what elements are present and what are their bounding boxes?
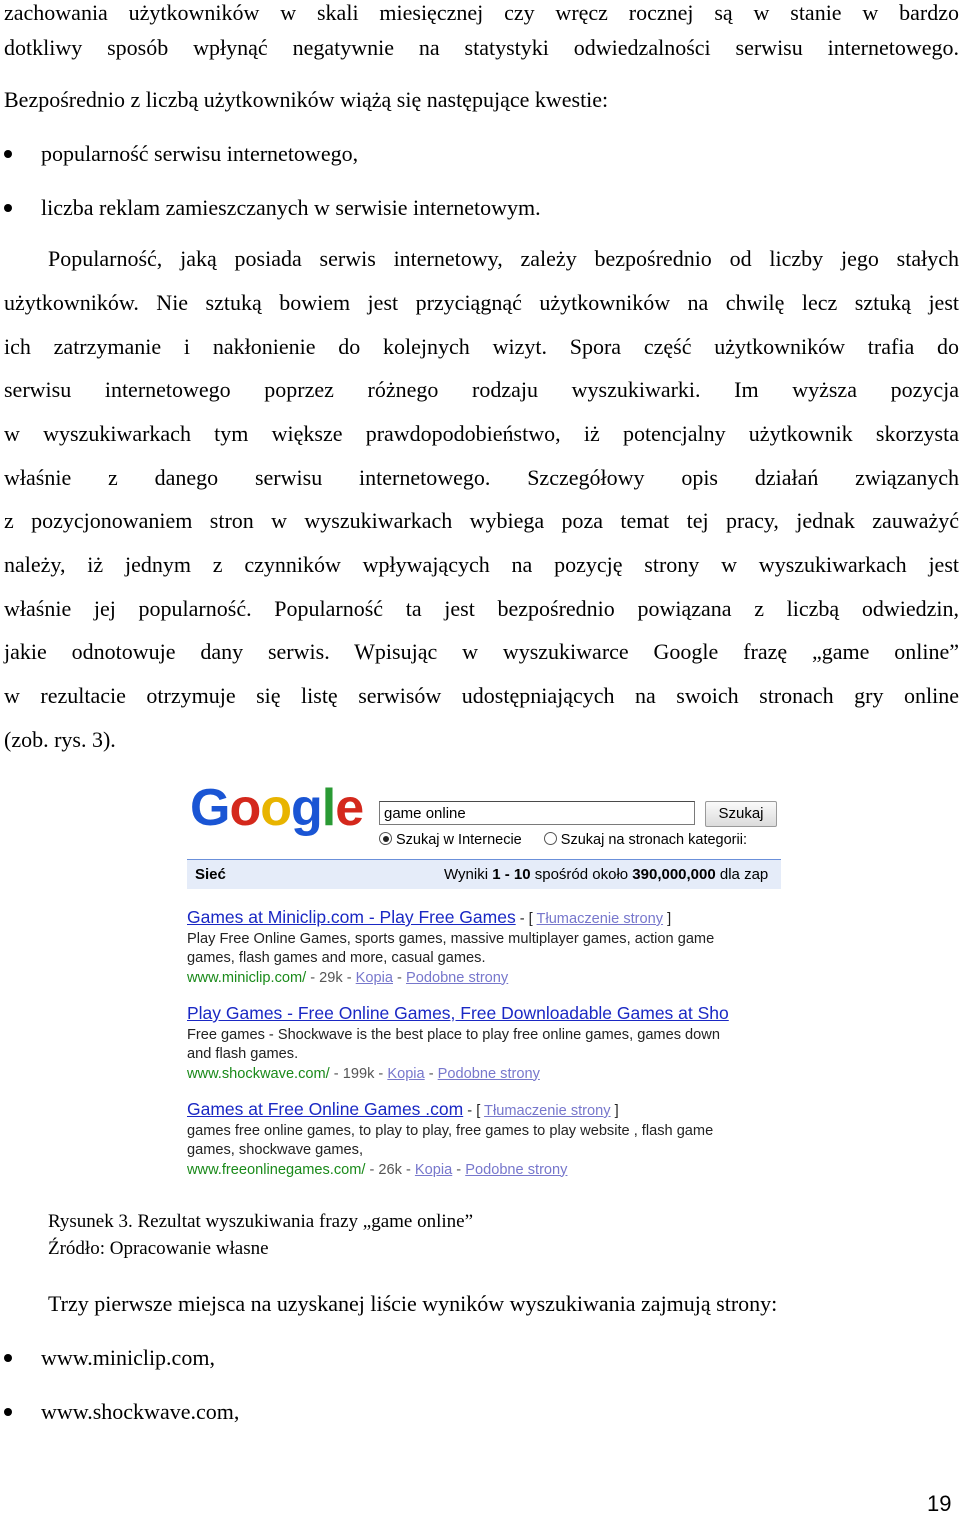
bullet-icon	[4, 1354, 12, 1362]
bullet-icon	[4, 204, 12, 212]
radio-category-label[interactable]: Szukaj na stronach kategorii:	[560, 832, 747, 848]
page-number: 19	[927, 1491, 952, 1516]
google-results-figure	[187, 776, 781, 1186]
bullet-text: www.miniclip.com,	[41, 1345, 215, 1370]
paragraph-line: właśnie z danego serwisu internetowego. Szczegółowy opis działań związanych	[4, 465, 959, 490]
result-size: - 26k -	[365, 1161, 415, 1178]
bullet-text: popularność serwisu internetowego,	[41, 141, 359, 166]
results-bar	[187, 859, 781, 889]
similar-link[interactable]: Podobne strony	[405, 969, 509, 986]
result-snippet: games, shockwave games,	[187, 1142, 364, 1158]
radio-web-label[interactable]: Szukaj w Internecie	[396, 832, 522, 848]
paragraph-line: dotkliwy sposób wpłynąć negatywnie na statystyki odwiedzalności serwisu internetowego.	[4, 35, 959, 60]
results-total: 390,000,000	[632, 866, 716, 883]
bullet-icon	[4, 1408, 12, 1416]
translate-link[interactable]: Tłumaczenie strony	[484, 1103, 611, 1119]
logo-letter: o	[260, 779, 291, 837]
logo-letter: o	[229, 779, 261, 837]
radio-category-icon[interactable]	[544, 832, 557, 845]
tab-web[interactable]: Sieć	[195, 866, 226, 883]
search-input[interactable]: game online	[379, 801, 695, 825]
paragraph-line: należy, iż jednym z czynników wpływających na pozycję strony w wyszukiwarkach jest	[4, 552, 959, 577]
cache-link[interactable]: Kopia	[414, 1161, 453, 1178]
translate-link[interactable]: Tłumaczenie strony	[536, 911, 664, 927]
search-button[interactable]: Szukaj	[705, 801, 777, 827]
result-size: - 29k -	[306, 969, 356, 986]
results-count	[444, 860, 768, 890]
paragraph-line: Trzy pierwsze miejsca na uzyskanej liście wyników wyszukiwania zajmują strony:	[48, 1291, 778, 1316]
result-size: - 199k -	[329, 1065, 388, 1082]
paragraph-line: z pozycjonowaniem stron w wyszukiwarkach wybiega poza temat tej pracy, jednak zauważyć	[4, 508, 959, 533]
paragraph-line: w wyszukiwarkach tym większe prawdopodobieństwo, iż potencjalny użytkownik skorzysta	[4, 421, 959, 446]
result-title-link[interactable]: Play Games - Free Online Games, Free Downloadable Games at Sho	[187, 1003, 729, 1023]
result-url: www.shockwave.com/	[187, 1065, 330, 1082]
results-prefix: Wyniki	[444, 866, 493, 883]
similar-link[interactable]: Podobne strony	[437, 1065, 540, 1082]
result-title-link[interactable]: Games at Free Online Games .com	[187, 1099, 464, 1119]
bullet-icon	[4, 150, 12, 158]
results-mid: spośród około	[530, 866, 633, 883]
result-url: www.freeonlinegames.com/	[187, 1161, 366, 1178]
figure-source: Źródło: Opracowanie własne	[48, 1238, 269, 1259]
paragraph-line: zachowania użytkowników w skali miesięcznej czy wręcz rocznej są w stanie w bardzo	[4, 0, 959, 25]
result-snippet: games free online games, to play to play, free games to play website , flash game	[187, 1122, 714, 1139]
result-snippet: and flash games.	[187, 1046, 299, 1062]
results-suffix: dla zap	[715, 866, 769, 883]
logo-letter: g	[290, 779, 322, 837]
paragraph-line: jakie odnotowuje dany serwis. Wpisując w wyszukiwarce Google frazę „game online”	[4, 639, 959, 664]
similar-link[interactable]: Podobne strony	[465, 1161, 568, 1178]
paragraph-line: Bezpośrednio z liczbą użytkowników wiążą się następujące kwestie:	[4, 87, 609, 112]
logo-letter: e	[335, 779, 364, 837]
search-result: Games at Free Online Games .com - [ Tłumaczenie strony ] games free online games, to play to play, free games to play website , flash game games, shockwave games, www.freeonlinegames.com/ - 26k - Kopia - Podobne strony	[187, 1099, 714, 1178]
cache-link[interactable]: Kopia	[387, 1065, 425, 1082]
logo-letter: l	[321, 779, 336, 837]
paragraph-line: w rezultacie otrzymuje się listę serwisów udostępniających na swoich stronach gry online	[4, 683, 959, 708]
result-url: www.miniclip.com/	[187, 969, 307, 986]
radio-web-icon[interactable]	[379, 832, 392, 845]
logo-letter: G	[190, 779, 230, 837]
search-scope-options	[379, 830, 747, 850]
results-range: 1 - 10	[492, 866, 531, 883]
paragraph-line: użytkowników. Nie sztuką bowiem jest przyciągnąć użytkowników na chwilę lecz sztuką jest	[4, 290, 959, 315]
cache-link[interactable]: Kopia	[355, 969, 393, 986]
result-snippet: Free games - Shockwave is the best place to play free online games, games down	[187, 1026, 720, 1043]
result-title-link[interactable]: Games at Miniclip.com - Play Free Games	[187, 907, 516, 927]
paragraph-line: serwisu internetowego poprzez różnego rodzaju wyszukiwarki. Im wyższa pozycja	[4, 377, 959, 402]
paragraph-line: (zob. rys. 3).	[4, 727, 116, 752]
result-snippet: Play Free Online Games, sports games, massive multiplayer games, action game	[187, 930, 715, 947]
bullet-text: liczba reklam zamieszczanych w serwisie internetowym.	[41, 195, 541, 220]
search-result: Play Games - Free Online Games, Free Downloadable Games at Sho Free games - Shockwave is the best place to play free online games, games down and flash games. www.shockwave.com/ - 199k - Kopia - Podobne strony	[187, 1003, 729, 1082]
paragraph-line: ich zatrzymanie i nakłonienie do kolejnych wizyt. Spora część użytkowników trafia do	[4, 334, 959, 359]
search-result: Games at Miniclip.com - Play Free Games - [ Tłumaczenie strony ] Play Free Online Games, sports games, massive multiplayer games, action game games, flash games and more, casual games. www.miniclip.com/ - 29k - Kopia - Podobne strony	[187, 907, 715, 986]
result-snippet: games, flash games and more, casual games.	[187, 950, 486, 966]
paragraph-line: Popularność, jaką posiada serwis internetowy, zależy bezpośrednio od liczby jego stałych	[48, 246, 959, 271]
bullet-text: www.shockwave.com,	[41, 1399, 240, 1424]
paragraph-line: właśnie jej popularność. Popularność ta jest bezpośrednio powiązana z liczbą odwiedzin,	[4, 596, 959, 621]
google-logo	[190, 778, 363, 838]
figure-caption: Rysunek 3. Rezultat wyszukiwania frazy „game online”	[48, 1211, 474, 1232]
